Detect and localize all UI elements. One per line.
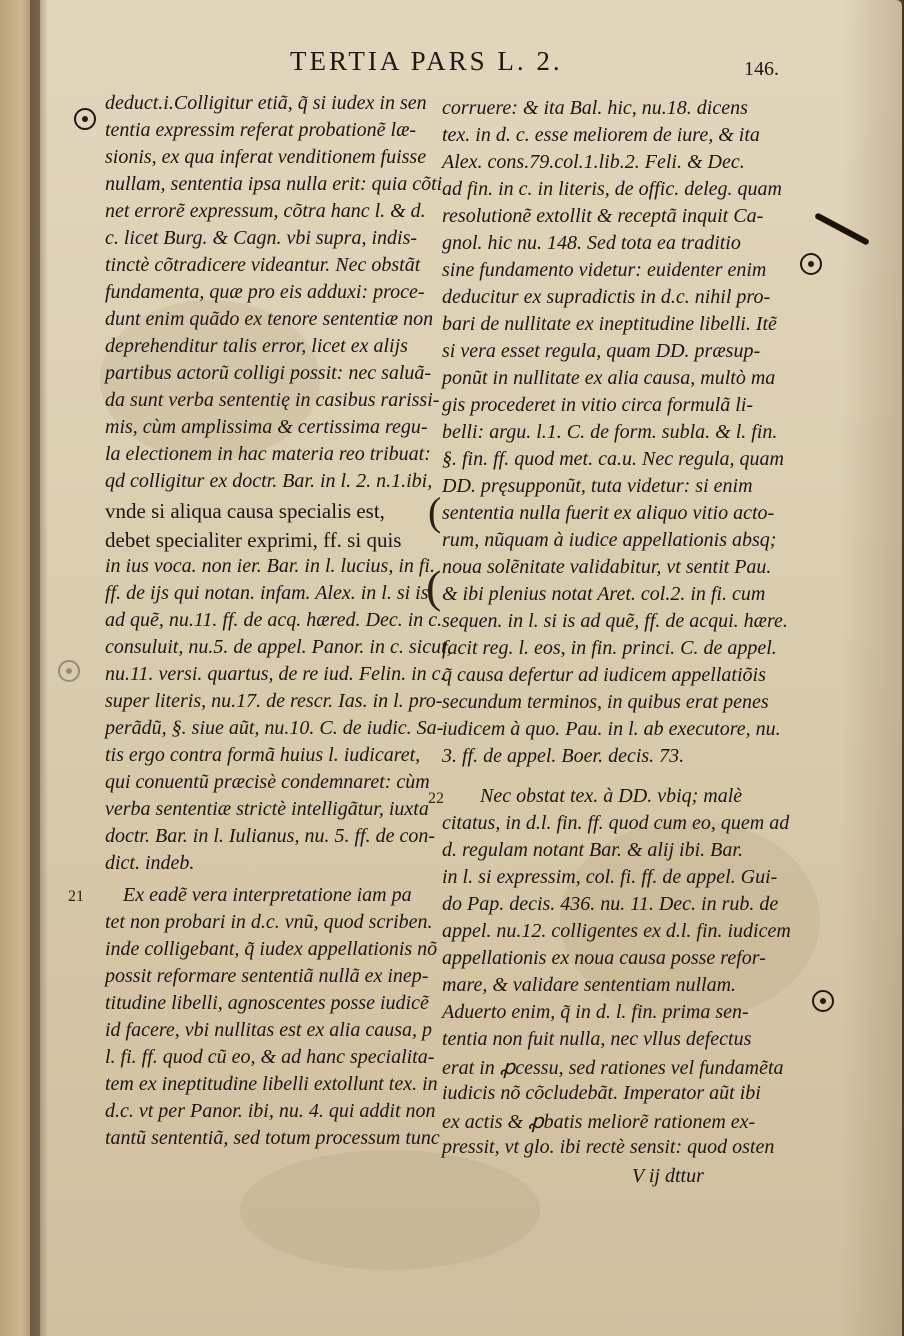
text-line: la electionem in hac materia reo tribuat:: [105, 443, 431, 465]
text-line: inde colligebant, q̃ iudex appellationis nõ: [105, 938, 438, 960]
text-line: vnde si aliqua causa specialis est,: [105, 499, 385, 523]
text-line: deducitur ex supradictis in d.c. nihil pro-: [442, 286, 771, 308]
text-line: secundum terminos, in quibus erat penes: [442, 691, 769, 713]
text-line: gis procederet in vitio circa formulã li-: [442, 394, 754, 416]
text-line: in ius voca. non ier. Bar. in l. lucius, in fi.: [105, 555, 435, 577]
text-line: ad quẽ, nu.11. ff. de acq. hæred. Dec. in c.: [105, 609, 443, 631]
margin-marker-icon: [74, 108, 96, 130]
margin-marker-icon: [800, 253, 822, 275]
text-line: qui conuentũ præcisè condemnaret: cùm: [105, 771, 430, 793]
text-line: partibus actorũ colligi possit: nec saluã-: [105, 362, 432, 384]
text-line: in l. si expressim, col. fi. ff. de appel. Gui-: [442, 866, 778, 888]
text-line: tinctè cõtradicere videantur. Nec obstãt: [105, 254, 421, 276]
text-line: debet specialiter exprimi, ff. si quis: [105, 528, 402, 552]
margin-marker-icon: [812, 990, 834, 1012]
paragraph-number: 22: [428, 790, 444, 807]
text-line: l. fi. ff. quod cũ eo, & ad hanc specialita-: [105, 1046, 435, 1068]
text-line: iudicis nõ cõcludebãt. Imperator aũt ibi: [442, 1082, 761, 1104]
text-line: do Pap. decis. 436. nu. 11. Dec. in rub. de: [442, 893, 779, 915]
text-line: perãdũ, §. siue aũt, nu.10. C. de iudic. Sa-: [105, 717, 444, 739]
text-line: net errorẽ expressum, cõtra hanc l. & d.: [105, 200, 426, 222]
text-line: d.c. vt per Panor. ibi, nu. 4. qui addit non: [105, 1100, 436, 1122]
text-line: deprehenditur talis error, licet ex alijs: [105, 335, 408, 357]
text-line: sententia nulla fuerit ex aliquo vitio acto-: [442, 502, 775, 524]
paragraph-number: 21: [68, 888, 84, 905]
text-line: rum, nũquam à iudice appellationis absq;: [442, 529, 777, 551]
text-line: facit reg. l. eos, in fin. princi. C. de appel.: [442, 637, 777, 659]
text-line: gnol. hic nu. 148. Sed tota ea traditio: [442, 232, 741, 254]
running-head: TERTIA PARS L. 2.: [290, 46, 563, 76]
text-line: c. licet Burg. & Cagn. vbi supra, indis-: [105, 227, 418, 249]
text-line: appel. nu.12. colligentes ex d.l. fin. iudicem: [442, 920, 791, 942]
text-line: dunt enim quãdo ex tenore sententiæ non: [105, 308, 434, 330]
text-line: pressit, vt glo. ibi rectè sensit: quod osten: [442, 1136, 775, 1158]
text-line: erat in ꝓcessu, sed rationes vel fundamẽta: [442, 1057, 784, 1079]
text-line: d. regulam notant Bar. & alij ibi. Bar.: [442, 839, 743, 861]
text-line: sequen. in l. si is ad quẽ, ff. de acqui. hære.: [442, 610, 788, 632]
text-line: tem ex ineptitudine libelli extollunt tex. in: [105, 1073, 438, 1095]
paper-stain: [240, 1150, 540, 1270]
text-line: id facere, vbi nullitas est ex alia causa, p: [105, 1019, 432, 1041]
text-line: iudicem à quo. Pau. in l. ab executore, nu.: [442, 718, 781, 740]
text-line: nu.11. versi. quartus, de re iud. Felin. in c.: [105, 663, 446, 685]
text-line: appellationis ex noua causa posse refor-: [442, 947, 766, 969]
text-line: nullam, sententia ipsa nulla erit: quia cõti: [105, 173, 443, 195]
margin-bracket: (: [426, 561, 442, 612]
text-line: tantũ sententiã, sed totum processum tunc: [105, 1127, 440, 1149]
text-line: Ex eadẽ vera interpretatione iam pa: [123, 884, 412, 906]
margin-bracket: (: [428, 489, 442, 534]
text-line: Aduerto enim, q̃ in d. l. fin. prima sen-: [442, 1001, 749, 1023]
text-line: citatus, in d.l. fin. ff. quod cum eo, quem ad: [442, 812, 790, 834]
text-line: Nec obstat tex. à DD. vbiq; malè: [480, 785, 743, 807]
text-line: fundamenta, quæ pro eis adduxi: proce-: [105, 281, 425, 303]
faint-marker-icon: [58, 660, 80, 682]
text-line: sine fundamento videtur: euidenter enim: [442, 259, 767, 281]
text-line: tex. in d. c. esse meliorem de iure, & ita: [442, 124, 760, 146]
text-line: & ibi plenius notat Aret. col.2. in fi. cum: [442, 583, 766, 605]
text-line: tis ergo contra formã huius l. iudicaret,: [105, 744, 421, 766]
text-line: dict. indeb.: [105, 852, 195, 874]
text-line: bari de nullitate ex ineptitudine libelli. Itẽ: [442, 313, 777, 335]
text-line: q̃ causa defertur ad iudicem appellatiõis: [442, 664, 766, 686]
text-line: ex actis & ꝓbatis meliorẽ rationem ex-: [442, 1111, 756, 1133]
text-line: 3. ff. de appel. Boer. decis. 73.: [442, 745, 685, 767]
text-line: qd colligitur ex doctr. Bar. in l. 2. n.1.ibi,: [105, 470, 433, 492]
text-line: noua solẽnitate validabitur, vt sentit Pau.: [442, 556, 772, 578]
text-line: da sunt verba sententię in casibus rarissi-: [105, 389, 440, 411]
text-line: titudine libelli, agnoscentes posse iudicẽ: [105, 992, 429, 1014]
text-line: tet non probari in d.c. vnũ, quod scriben.: [105, 911, 433, 933]
text-line: ad fin. in c. in literis, de offic. deleg. quam: [442, 178, 782, 200]
text-line: mare, & validare sententiam nullam.: [442, 974, 737, 996]
text-line: super literis, nu.17. de rescr. Ias. in l. pro-: [105, 690, 443, 712]
text-line: consuluit, nu.5. de appel. Panor. in c. sicut,: [105, 636, 452, 658]
catchword-line: V ij dttur: [632, 1165, 704, 1187]
binding-gutter-shadow: [30, 0, 48, 1336]
text-line: belli: argu. l.1. C. de form. subla. & l. fin.: [442, 421, 778, 443]
text-line: corruere: & ita Bal. hic, nu.18. dicens: [442, 97, 748, 119]
text-line: sionis, ex qua inferat venditionem fuisse: [105, 146, 427, 168]
text-line: resolutionẽ extollit & receptã inquit Ca-: [442, 205, 764, 227]
text-line: DD. pręsupponũt, tuta videtur: si enim: [442, 475, 753, 497]
text-line: mis, cùm amplissima & certissima regu-: [105, 416, 428, 438]
text-line: Alex. cons.79.col.1.lib.2. Feli. & Dec.: [442, 151, 745, 173]
text-line: deduct.i.Colligitur etiã, q̃ si iudex in sen: [105, 92, 427, 114]
text-line: doctr. Bar. in l. Iulianus, nu. 5. ff. de con-: [105, 825, 435, 847]
text-line: si vera esset regula, quam DD. præsup-: [442, 340, 761, 362]
text-line: possit reformare sententiã nullã ex inep-: [105, 965, 429, 987]
text-line: §. fin. ff. quod met. ca.u. Nec regula, quam: [442, 448, 784, 470]
text-line: tentia expressim referat probationẽ læ-: [105, 119, 417, 141]
text-line: ff. de ijs qui notan. infam. Alex. in l. si is: [105, 582, 429, 604]
text-line: ponũt in nullitate ex alia causa, multò ma: [442, 367, 776, 389]
text-line: verba sententiæ strictè intelligãtur, iuxta: [105, 798, 429, 820]
text-line: tentia non fuit nulla, nec vllus defectus: [442, 1028, 752, 1050]
folio-number: 146.: [744, 58, 779, 80]
